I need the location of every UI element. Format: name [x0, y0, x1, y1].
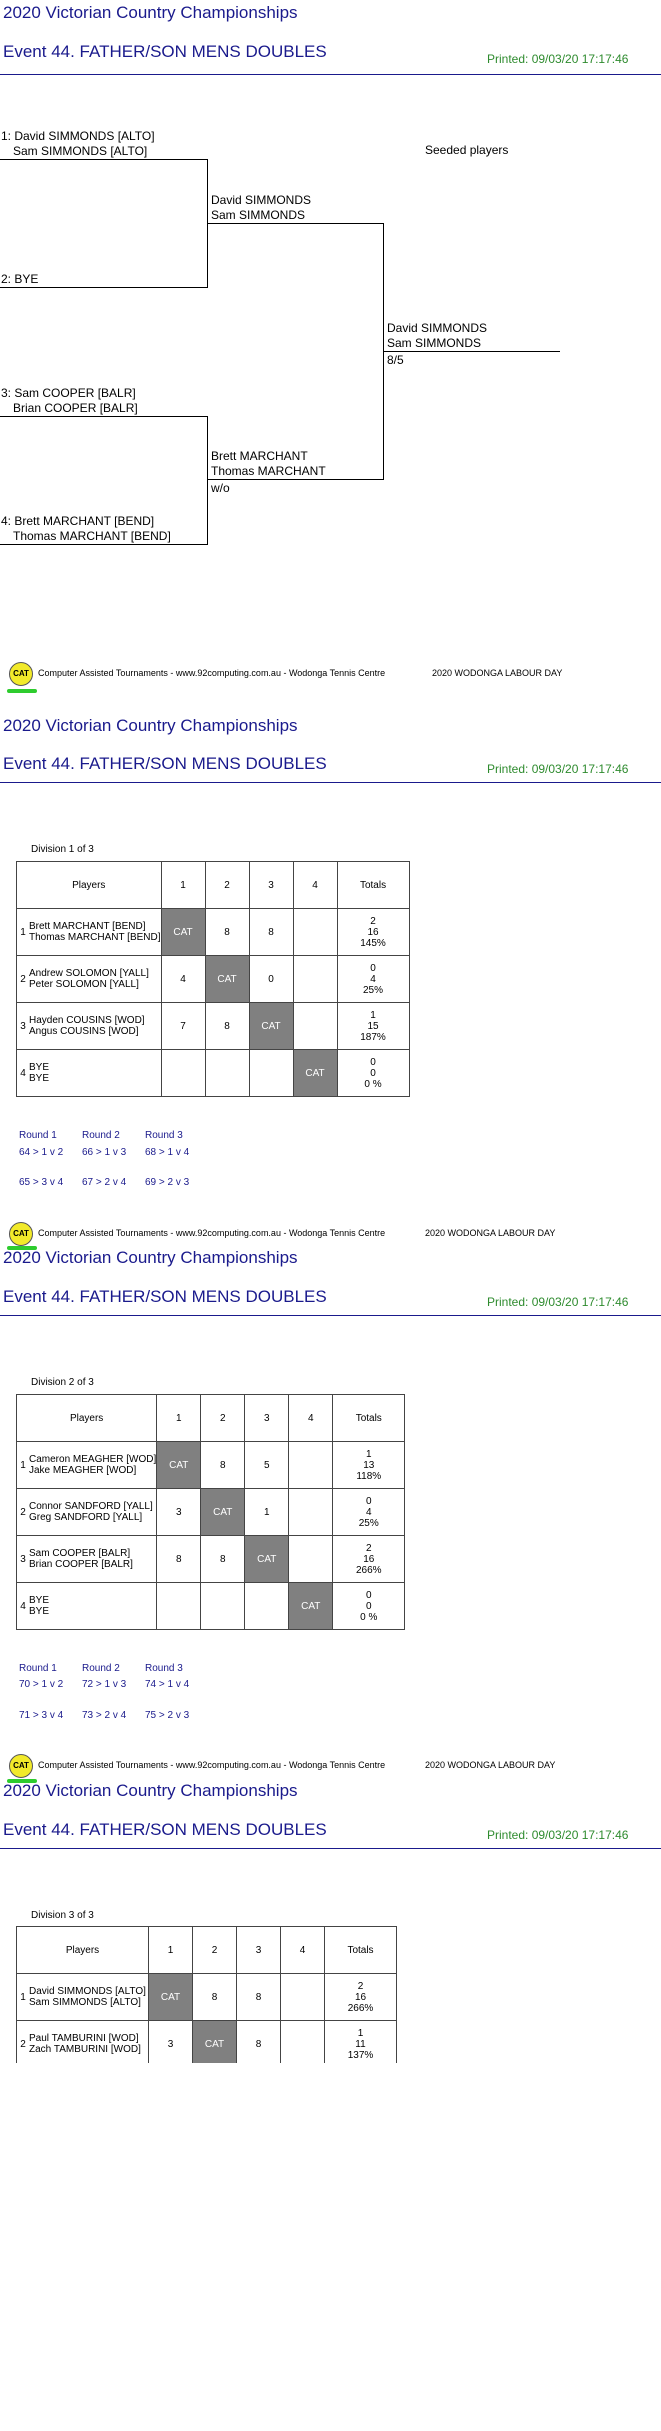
draw-r2-entry-2-line2: Thomas MARCHANT	[211, 464, 326, 478]
player-pair	[29, 1974, 149, 2021]
col-3-header: 3	[249, 862, 293, 909]
player-pair	[29, 1536, 157, 1583]
header-divider	[0, 1315, 661, 1316]
total-percent: 145%	[360, 937, 386, 949]
totals-cell	[337, 1003, 409, 1050]
totals-header: Totals	[325, 1927, 397, 1974]
table-row	[17, 956, 410, 1003]
table-row	[17, 1489, 405, 1536]
score-cell: 8	[157, 1536, 201, 1583]
score-cell: CAT	[249, 1003, 293, 1050]
totals-cell	[337, 909, 409, 956]
total-percent: 266%	[355, 1564, 382, 1576]
division-3-clip	[0, 1926, 661, 2063]
total-wins: 1	[365, 1448, 372, 1460]
row-number: 3	[17, 1536, 30, 1583]
division-3-table	[16, 1926, 397, 2063]
footer-text: Computer Assisted Tournaments - www.92computing.com.au - Wodonga Tennis Centre	[38, 668, 386, 678]
footer-venue: 2020 WODONGA LABOUR DAY	[432, 668, 563, 678]
header-divider	[0, 74, 661, 75]
player-2-name: Zach TAMBURINI [WOD]	[29, 2044, 141, 2055]
draw-r2-entry-2-line1: Brett MARCHANT	[211, 449, 308, 463]
cat-logo-icon: CAT	[9, 1222, 33, 1246]
cat-logo-icon: CAT	[9, 1754, 33, 1778]
championship-title: 2020 Victorian Country Championships	[3, 716, 298, 735]
total-wins: 2	[370, 915, 376, 927]
score-cell: CAT	[245, 1536, 289, 1583]
score-cell: 5	[245, 1442, 289, 1489]
totals-header: Totals	[333, 1395, 405, 1442]
draw-r1-entry-1-line1: 1: David SIMMONDS [ALTO]	[1, 129, 155, 143]
totals-header: Totals	[337, 862, 409, 909]
player-pair	[29, 1050, 161, 1097]
round-3-label: Round 3	[145, 1663, 183, 1674]
total-games: 4	[370, 973, 376, 985]
score-cell	[249, 1050, 293, 1097]
row-number: 4	[17, 1050, 30, 1097]
score-cell: 8	[193, 1974, 237, 2021]
total-percent: 0 %	[360, 1611, 378, 1623]
player-pair	[29, 1003, 161, 1050]
row-number: 3	[17, 1003, 30, 1050]
row-number: 2	[17, 2021, 30, 2064]
total-games: 13	[363, 1459, 375, 1471]
match-entry: 65 > 3 v 4	[19, 1177, 64, 1188]
col-3-header: 3	[245, 1395, 289, 1442]
col-2-header: 2	[205, 862, 249, 909]
player-1-name: David SIMMONDS [ALTO]	[29, 1986, 146, 1997]
bracket-line	[0, 544, 208, 545]
player-2-name: Greg SANDFORD [YALL]	[29, 1512, 143, 1523]
score-cell: CAT	[157, 1442, 201, 1489]
draw-r1-entry-4-line1: 4: Brett MARCHANT [BEND]	[1, 514, 155, 528]
player-pair	[29, 2021, 149, 2064]
totals-cell	[333, 1583, 405, 1630]
match-entry: 73 > 2 v 4	[82, 1710, 127, 1721]
totals-cell	[337, 1050, 409, 1097]
total-games: 11	[355, 2038, 366, 2050]
round-1-label: Round 1	[19, 1130, 57, 1141]
logo-underline	[7, 689, 37, 693]
printed-timestamp: Printed: 09/03/20 17:17:46	[487, 1295, 629, 1309]
match-entry: 68 > 1 v 4	[145, 1147, 190, 1158]
total-percent: 25%	[358, 1517, 379, 1529]
footer-text: Computer Assisted Tournaments - www.92computing.com.au - Wodonga Tennis Centre	[38, 1760, 386, 1770]
score-cell: 8	[237, 2021, 281, 2064]
score-cell: 8	[205, 909, 249, 956]
bracket-line	[0, 159, 208, 160]
header-divider	[0, 782, 661, 783]
score-cell	[289, 1442, 333, 1489]
total-percent: 137%	[347, 2049, 374, 2061]
col-2-header: 2	[201, 1395, 245, 1442]
col-1-header: 1	[157, 1395, 201, 1442]
score-cell: CAT	[289, 1583, 333, 1630]
score-cell	[293, 956, 337, 1003]
col-4-header: 4	[293, 862, 337, 909]
player-1-name: Connor SANDFORD [YALL]	[29, 1501, 153, 1512]
player-1-name: Brett MARCHANT [BEND]	[29, 921, 146, 932]
match-entry: 74 > 1 v 4	[145, 1679, 190, 1690]
score-cell: CAT	[201, 1489, 245, 1536]
score-cell	[289, 1536, 333, 1583]
bracket-line	[0, 416, 208, 417]
col-4-header: 4	[281, 1927, 325, 1974]
player-1-name: Andrew SOLOMON [YALL]	[29, 968, 149, 979]
total-percent: 0 %	[364, 1078, 382, 1090]
total-games: 4	[365, 1506, 372, 1518]
draw-final-score: 8/5	[387, 353, 404, 367]
table-row	[17, 1583, 405, 1630]
bracket-line	[208, 223, 384, 224]
total-wins: 0	[365, 1495, 372, 1507]
totals-cell	[325, 2021, 397, 2064]
score-cell: 0	[249, 956, 293, 1003]
footer-venue: 2020 WODONGA LABOUR DAY	[425, 1228, 556, 1238]
round-2-label: Round 2	[82, 1663, 120, 1674]
championship-title: 2020 Victorian Country Championships	[3, 3, 298, 22]
row-number: 1	[17, 1974, 30, 2021]
draw-r2-entry-1-line1: David SIMMONDS	[211, 193, 312, 207]
total-wins: 0	[370, 962, 376, 974]
total-percent: 187%	[360, 1031, 386, 1043]
row-number: 2	[17, 1489, 30, 1536]
table-row	[17, 1974, 397, 2021]
championship-title: 2020 Victorian Country Championships	[3, 1248, 298, 1267]
event-title: Event 44. FATHER/SON MENS DOUBLES	[3, 1820, 327, 1839]
score-cell: 3	[149, 2021, 193, 2064]
score-cell: CAT	[193, 2021, 237, 2064]
total-games: 16	[363, 1553, 375, 1565]
player-1-name: BYE	[29, 1595, 50, 1606]
draw-r1-entry-3-line1: 3: Sam COOPER [BALR]	[1, 386, 136, 400]
player-2-name: BYE	[29, 1606, 50, 1617]
score-cell	[161, 1050, 205, 1097]
score-cell: 8	[249, 909, 293, 956]
division-1-table	[16, 861, 410, 1097]
score-cell: CAT	[161, 909, 205, 956]
total-games: 0	[370, 1067, 376, 1079]
division-1-title: Division 1 of 3	[31, 844, 94, 855]
player-pair	[29, 909, 161, 956]
total-wins: 1	[370, 1009, 376, 1021]
totals-cell	[333, 1442, 405, 1489]
total-games: 16	[367, 926, 379, 938]
table-row	[17, 2021, 397, 2064]
score-cell	[245, 1583, 289, 1630]
player-pair	[29, 1442, 157, 1489]
printed-timestamp: Printed: 09/03/20 17:17:46	[487, 762, 629, 776]
score-cell: CAT	[293, 1050, 337, 1097]
match-entry: 66 > 1 v 3	[82, 1147, 127, 1158]
total-percent: 118%	[356, 1470, 382, 1482]
table-row	[17, 1050, 410, 1097]
score-cell: 8	[201, 1442, 245, 1489]
match-entry: 70 > 1 v 2	[19, 1679, 64, 1690]
player-pair	[29, 1583, 157, 1630]
bracket-line	[384, 351, 560, 352]
player-2-name: Brian COOPER [BALR]	[29, 1559, 133, 1570]
draw-r1-entry-4-line2: Thomas MARCHANT [BEND]	[13, 529, 171, 543]
player-2-name: BYE	[29, 1073, 50, 1084]
player-pair	[29, 1489, 157, 1536]
player-2-name: Sam SIMMONDS [ALTO]	[29, 1997, 141, 2008]
score-cell	[157, 1583, 201, 1630]
score-cell: 8	[237, 1974, 281, 2021]
score-cell: 8	[201, 1536, 245, 1583]
championship-title: 2020 Victorian Country Championships	[3, 1781, 298, 1800]
footer-text: Computer Assisted Tournaments - www.92computing.com.au - Wodonga Tennis Centre	[38, 1228, 386, 1238]
table-row	[17, 1003, 410, 1050]
score-cell	[293, 1003, 337, 1050]
totals-cell	[325, 1974, 397, 2021]
score-cell	[281, 2021, 325, 2064]
header-divider	[0, 1848, 661, 1849]
player-1-name: Cameron MEAGHER [WOD]	[29, 1454, 157, 1465]
bracket-line	[208, 479, 384, 480]
event-title: Event 44. FATHER/SON MENS DOUBLES	[3, 754, 327, 773]
col-1-header: 1	[149, 1927, 193, 1974]
score-cell: 4	[161, 956, 205, 1003]
players-header: Players	[17, 1927, 149, 1974]
draw-r1-entry-3-line2: Brian COOPER [BALR]	[13, 401, 138, 415]
col-4-header: 4	[289, 1395, 333, 1442]
division-3-title: Division 3 of 3	[31, 1910, 94, 1921]
score-cell	[281, 1974, 325, 2021]
player-1-name: BYE	[29, 1062, 50, 1073]
match-entry: 75 > 2 v 3	[145, 1710, 190, 1721]
player-pair	[29, 956, 161, 1003]
footer-venue: 2020 WODONGA LABOUR DAY	[425, 1760, 556, 1770]
row-number: 2	[17, 956, 30, 1003]
total-wins: 1	[357, 2027, 364, 2039]
seeded-players-label: Seeded players	[425, 143, 509, 157]
event-title: Event 44. FATHER/SON MENS DOUBLES	[3, 1287, 327, 1306]
player-2-name: Peter SOLOMON [YALL]	[29, 979, 139, 990]
score-cell: CAT	[205, 956, 249, 1003]
total-wins: 2	[365, 1542, 372, 1554]
match-entry: 69 > 2 v 3	[145, 1177, 190, 1188]
bracket-line	[0, 287, 208, 288]
match-entry: 67 > 2 v 4	[82, 1177, 127, 1188]
round-3-label: Round 3	[145, 1130, 183, 1141]
col-3-header: 3	[237, 1927, 281, 1974]
row-number: 1	[17, 909, 30, 956]
draw-r1-entry-1-line2: Sam SIMMONDS [ALTO]	[13, 144, 148, 158]
score-cell	[293, 909, 337, 956]
row-number: 1	[17, 1442, 30, 1489]
draw-final-line1: David SIMMONDS	[387, 321, 488, 335]
row-number: 4	[17, 1583, 30, 1630]
division-2-table	[16, 1394, 405, 1630]
table-row	[17, 909, 410, 956]
total-games: 15	[367, 1020, 379, 1032]
score-cell: 1	[245, 1489, 289, 1536]
draw-r2-entry-1-line2: Sam SIMMONDS	[211, 208, 306, 222]
player-1-name: Hayden COUSINS [WOD]	[29, 1015, 145, 1026]
player-2-name: Jake MEAGHER [WOD]	[29, 1465, 137, 1476]
score-cell	[201, 1583, 245, 1630]
totals-cell	[337, 956, 409, 1003]
draw-r1-entry-2-line1: 2: BYE	[1, 272, 39, 286]
event-title: Event 44. FATHER/SON MENS DOUBLES	[3, 42, 327, 61]
score-cell: 7	[161, 1003, 205, 1050]
match-entry: 64 > 1 v 2	[19, 1147, 64, 1158]
total-wins: 2	[357, 1980, 364, 1992]
round-2-label: Round 2	[82, 1130, 120, 1141]
col-2-header: 2	[193, 1927, 237, 1974]
draw-final-line2: Sam SIMMONDS	[387, 336, 482, 350]
bracket-line	[207, 416, 208, 545]
total-games: 0	[365, 1600, 372, 1612]
match-entry: 72 > 1 v 3	[82, 1679, 127, 1690]
total-percent: 266%	[347, 2002, 374, 2014]
score-cell: 3	[157, 1489, 201, 1536]
col-1-header: 1	[161, 862, 205, 909]
player-1-name: Paul TAMBURINI [WOD]	[29, 2033, 139, 2044]
score-cell: 8	[205, 1003, 249, 1050]
table-row	[17, 1442, 405, 1489]
totals-cell	[333, 1536, 405, 1583]
score-cell: CAT	[149, 1974, 193, 2021]
players-header: Players	[17, 862, 162, 909]
totals-cell	[333, 1489, 405, 1536]
player-2-name: Angus COUSINS [WOD]	[29, 1026, 139, 1037]
total-percent: 25%	[363, 984, 384, 996]
score-cell	[289, 1489, 333, 1536]
total-games: 16	[354, 1991, 367, 2003]
score-cell	[205, 1050, 249, 1097]
printed-timestamp: Printed: 09/03/20 17:17:46	[487, 52, 629, 66]
match-entry: 71 > 3 v 4	[19, 1710, 64, 1721]
total-wins: 0	[365, 1589, 372, 1601]
draw-r2-entry-2-score: w/o	[211, 481, 230, 495]
division-2-title: Division 2 of 3	[31, 1377, 94, 1388]
printed-timestamp: Printed: 09/03/20 17:17:46	[487, 1828, 629, 1842]
player-1-name: Sam COOPER [BALR]	[29, 1548, 131, 1559]
players-header: Players	[17, 1395, 157, 1442]
table-row	[17, 1536, 405, 1583]
total-wins: 0	[370, 1056, 376, 1068]
player-2-name: Thomas MARCHANT [BEND]	[29, 932, 161, 943]
round-1-label: Round 1	[19, 1663, 57, 1674]
cat-logo-icon: CAT	[9, 662, 33, 686]
